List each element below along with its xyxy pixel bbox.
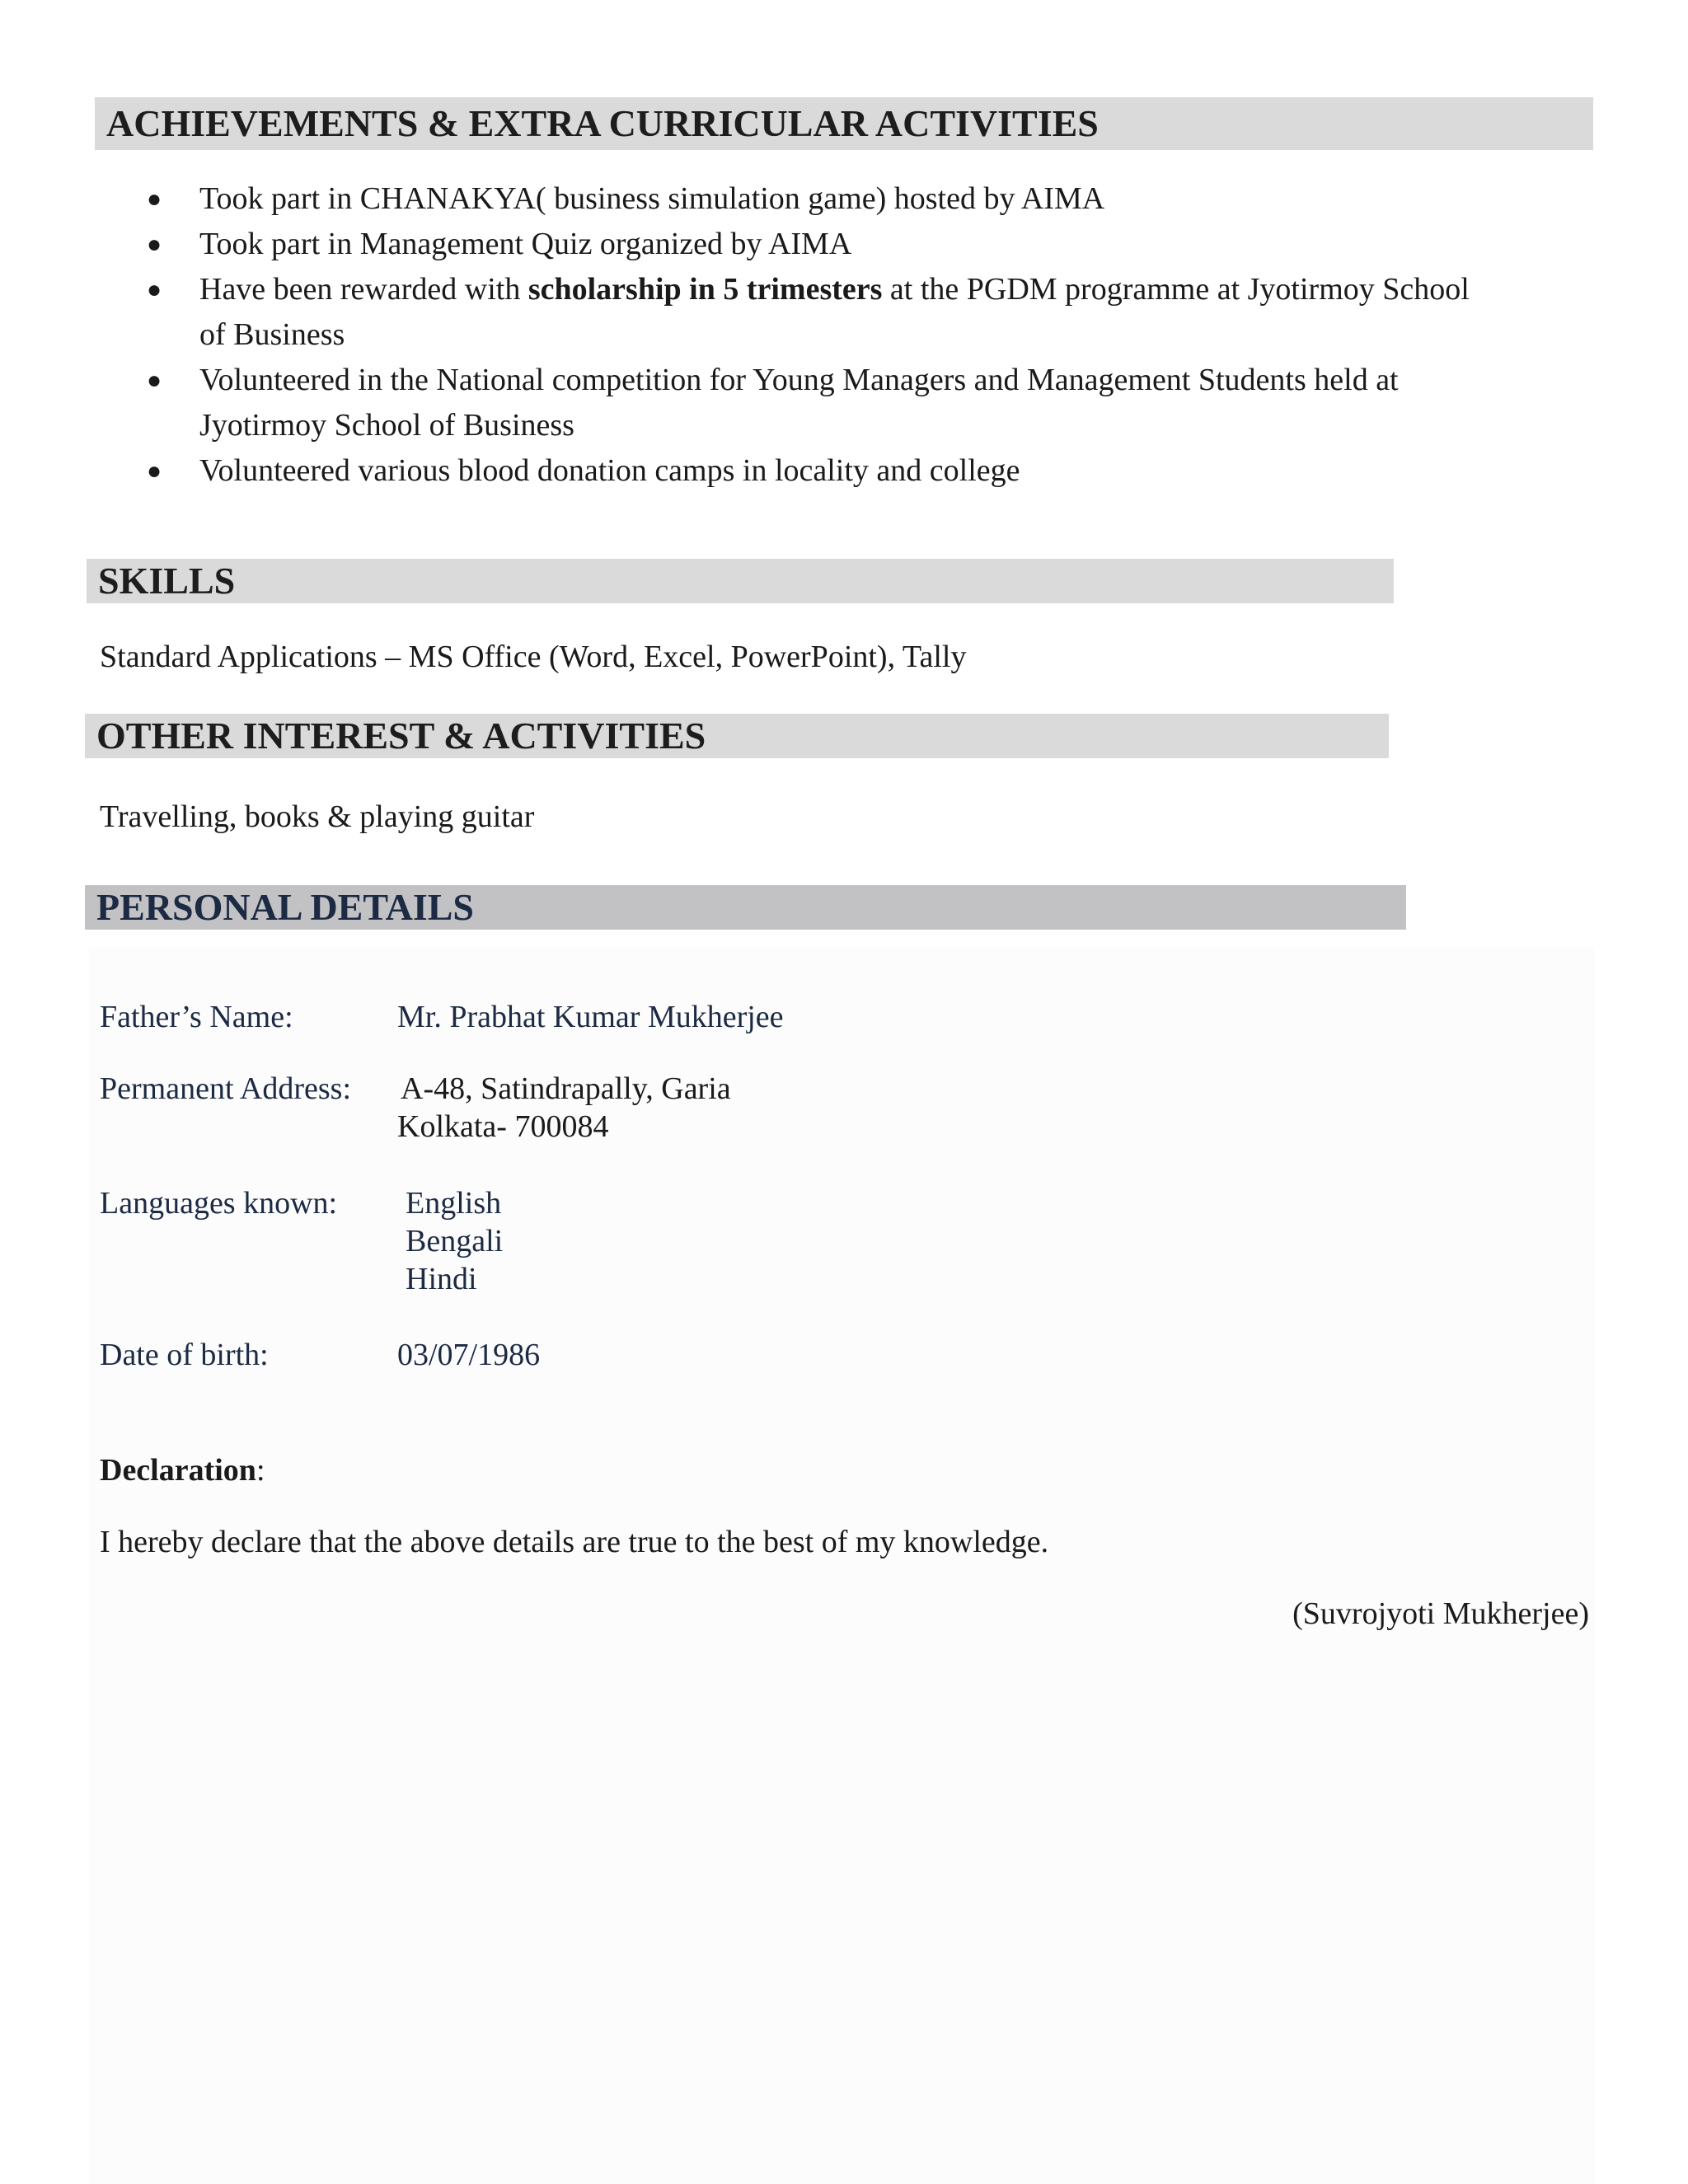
father-name-label: Father’s Name: [100,1000,293,1034]
list-item-text: Volunteered various blood donation camps in locality and college [199,453,1020,488]
list-item-text: Volunteered in the National competition for Young Managers and Management Students held at Jyotirmoy School of Business [199,363,1399,443]
bullet-icon: ● [147,231,162,258]
language-item: Bengali [406,1224,504,1258]
languages-label: Languages known: [100,1186,338,1221]
bullet-icon: ● [147,185,162,213]
list-item [147,222,1465,267]
list-item-text: Have been rewarded with [199,272,528,307]
list-item [147,358,1419,448]
declaration-colon: : [256,1453,265,1488]
dob-value: 03/07/1986 [397,1338,541,1372]
list-item-bold-text: scholarship in 5 trimesters [528,272,883,307]
dob-label: Date of birth: [100,1338,269,1372]
declaration-text: I hereby declare that the above details are true to the best of my knowledge. [100,1525,1049,1559]
address-label: Permanent Address: [100,1071,352,1106]
list-item [147,176,1465,222]
bullet-icon: ● [147,457,162,485]
address-value [397,1070,731,1146]
list-item-text: at the PGDM programme at Jyotirmoy School of Business [199,272,1470,352]
bullet-icon: ● [147,276,162,303]
language-item: English [406,1186,502,1221]
achievements-list [147,176,1470,494]
list-item [147,448,1465,494]
achievements-heading: ACHIEVEMENTS & EXTRA CURRICULAR ACTIVITIES [95,97,1593,150]
skills-heading: SKILLS [87,559,1394,603]
list-item [147,267,1485,358]
list-item-text: Took part in Management Quiz organized by AIMA [199,227,852,261]
father-name-value: Mr. Prabhat Kumar Mukherjee [397,1000,784,1034]
skills-text: Standard Applications – MS Office (Word, Excel, PowerPoint), Tally [100,640,967,674]
declaration-title: Declaration [100,1453,256,1488]
declaration-label [100,1451,265,1489]
interests-text: Travelling, books & playing guitar [100,799,535,834]
personal-details-heading: PERSONAL DETAILS [85,885,1406,930]
language-item: Hindi [406,1262,477,1296]
page-shade [89,948,1594,2184]
list-item-text: Took part in CHANAKYA( business simulation game) hosted by AIMA [199,181,1105,216]
interests-heading: OTHER INTEREST & ACTIVITIES [85,714,1389,758]
address-line: A-48, Satindrapally, Garia [401,1071,731,1106]
bullet-icon: ● [147,367,162,394]
signature: (Suvrojyoti Mukherjee) [1292,1596,1589,1631]
languages-value [406,1184,503,1298]
address-line: Kolkata- 700084 [397,1109,609,1144]
